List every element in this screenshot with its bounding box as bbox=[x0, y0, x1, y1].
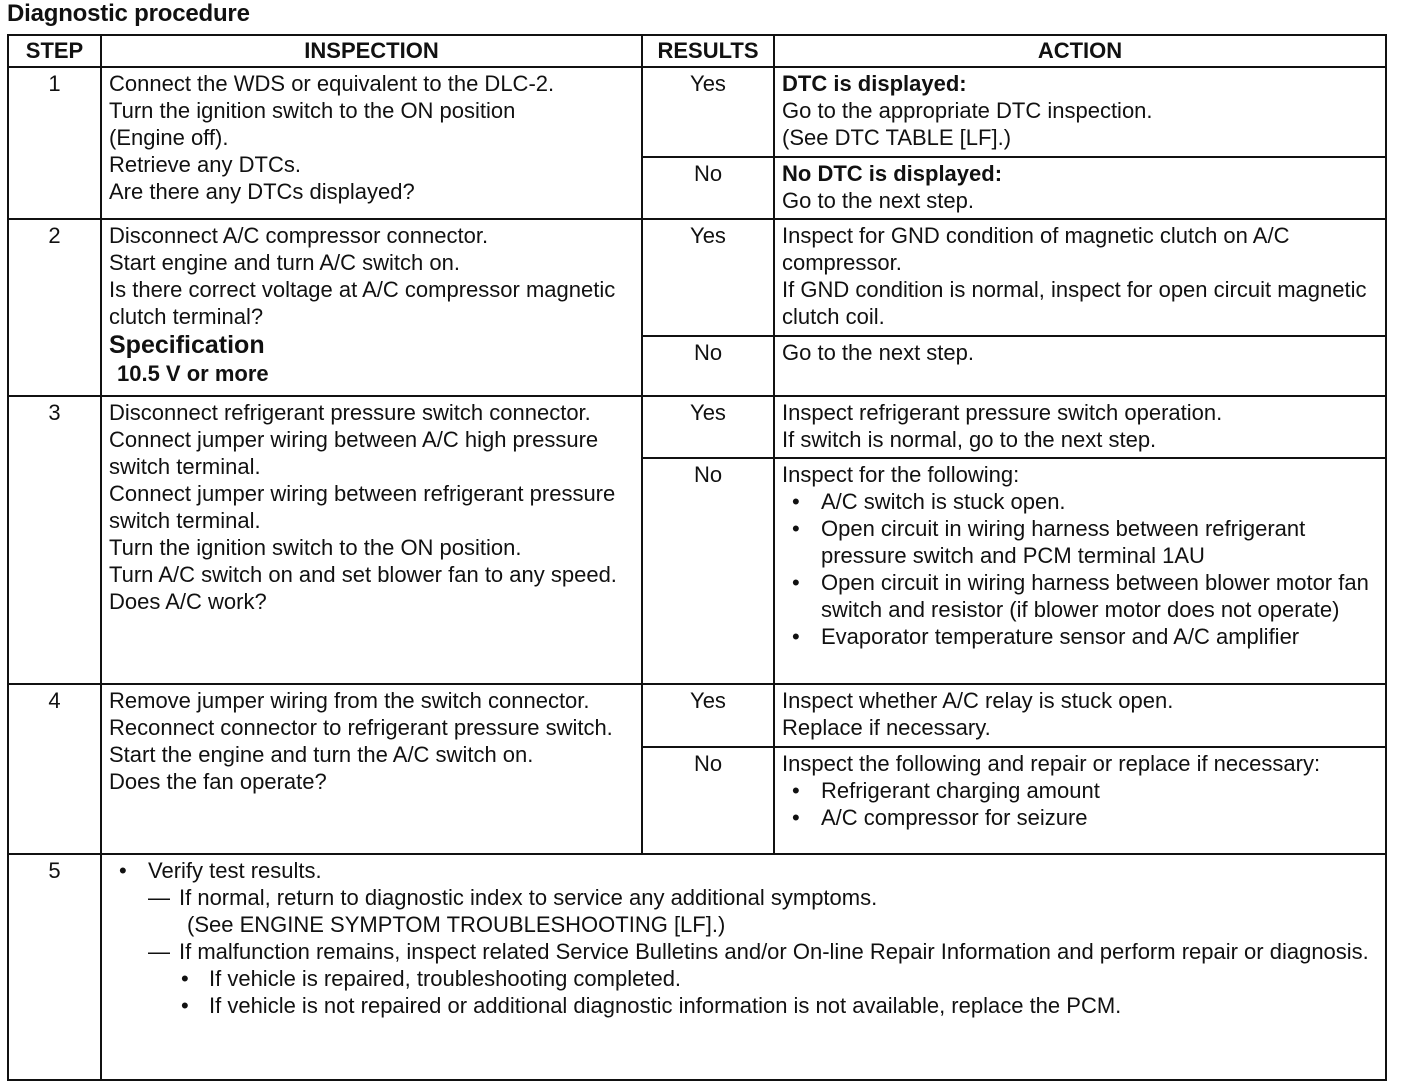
result-yes: Yes bbox=[642, 67, 774, 157]
inspection-line: Disconnect A/C compressor connector. bbox=[109, 223, 489, 248]
list-item: • If vehicle is repaired, troubleshooting completed. bbox=[109, 965, 1378, 992]
inspection-line: Turn A/C switch on and set blower fan to any speed. bbox=[109, 562, 617, 587]
result-no: No bbox=[642, 336, 774, 396]
step-1-inspection bbox=[101, 67, 642, 219]
step-number: 2 bbox=[8, 219, 101, 396]
result-no: No bbox=[642, 747, 774, 854]
inspection-line: Does A/C work? bbox=[109, 589, 267, 614]
action-line: If GND condition is normal, inspect for open circuit magnetic clutch coil. bbox=[782, 277, 1373, 329]
inspection-line: Start the engine and turn the A/C switch on. bbox=[109, 742, 534, 767]
action-line: Inspect for GND condition of magnetic clutch on A/C compressor. bbox=[782, 223, 1296, 275]
action-line: If switch is normal, go to the next step. bbox=[782, 427, 1157, 452]
action-line: Go to the next step. bbox=[782, 340, 975, 365]
step-2-action-yes bbox=[774, 219, 1386, 336]
header-results: RESULTS bbox=[642, 35, 774, 67]
action-line: Inspect whether A/C relay is stuck open. bbox=[782, 688, 1174, 713]
page-title: Diagnostic procedure bbox=[7, 0, 250, 27]
inspection-line: (Engine off). bbox=[109, 125, 229, 150]
header-action: ACTION bbox=[774, 35, 1386, 67]
step-3-action-no bbox=[774, 458, 1386, 684]
header-step: STEP bbox=[8, 35, 101, 67]
specification-heading: Specification bbox=[109, 331, 265, 359]
step-number: 5 bbox=[8, 854, 101, 1080]
action-bullet-list bbox=[782, 488, 1378, 650]
result-no: No bbox=[642, 458, 774, 684]
action-heading: DTC is displayed: bbox=[782, 71, 967, 96]
result-yes: Yes bbox=[642, 219, 774, 336]
result-yes: Yes bbox=[642, 684, 774, 747]
step-number: 3 bbox=[8, 396, 101, 684]
action-line: Go to the appropriate DTC inspection. bbox=[782, 98, 1153, 123]
inspection-line: Does the fan operate? bbox=[109, 769, 327, 794]
step-4-action-yes bbox=[774, 684, 1386, 747]
inspection-line: Disconnect refrigerant pressure switch connector. bbox=[109, 400, 591, 425]
inspection-line: Remove jumper wiring from the switch connector. bbox=[109, 688, 590, 713]
list-item: • Refrigerant charging amount bbox=[782, 777, 1383, 804]
inspection-line: Connect the WDS or equivalent to the DLC-2. bbox=[109, 71, 555, 96]
step-3-action-yes bbox=[774, 396, 1386, 458]
list-item: • Open circuit in wiring harness between refrigerant pressure switch and PCM terminal 1AU bbox=[782, 515, 1378, 569]
list-item: • If vehicle is not repaired or additional diagnostic information is not available, replace the PCM. bbox=[109, 992, 1378, 1019]
step-3-yes-row bbox=[8, 396, 1386, 458]
list-item: • Open circuit in wiring harness between blower motor fan switch and resistor (if blower motor does not operate) bbox=[782, 569, 1378, 623]
inspection-line: Start engine and turn A/C switch on. bbox=[109, 250, 460, 275]
inspection-line: Retrieve any DTCs. bbox=[109, 152, 301, 177]
action-line: Go to the next step. bbox=[782, 188, 975, 213]
list-item: • Evaporator temperature sensor and A/C amplifier bbox=[782, 623, 1378, 650]
step-2-inspection bbox=[101, 219, 642, 396]
header-row bbox=[8, 35, 1386, 67]
malfunction-text: — If malfunction remains, inspect related Service Bulletins and/or On-line Repair Information and perform repair or diagnosis. bbox=[109, 938, 1378, 965]
step-number: 4 bbox=[8, 684, 101, 854]
action-line: (See DTC TABLE [LF].) bbox=[782, 125, 1012, 150]
action-heading: No DTC is displayed: bbox=[782, 161, 1003, 186]
normal-text: — If normal, return to diagnostic index to service any additional symptoms. bbox=[109, 884, 1378, 911]
step-4-action-no bbox=[774, 747, 1386, 854]
action-line: Replace if necessary. bbox=[782, 715, 991, 740]
inspection-line: Connect jumper wiring between A/C high pressure switch terminal. bbox=[109, 427, 605, 479]
inspection-line: Turn the ignition switch to the ON position. bbox=[109, 535, 522, 560]
specification-value: 10.5 V or more bbox=[117, 361, 269, 386]
step-1-action-yes bbox=[774, 67, 1386, 157]
step-2-action-no bbox=[774, 336, 1386, 396]
step-5-content bbox=[101, 854, 1386, 1080]
step-2-yes-row bbox=[8, 219, 1386, 336]
inspection-line: Reconnect connector to refrigerant pressure switch. bbox=[109, 715, 613, 740]
diagnostic-table bbox=[7, 34, 1387, 1081]
result-yes: Yes bbox=[642, 396, 774, 458]
list-item: • A/C compressor for seizure bbox=[782, 804, 1383, 831]
step-1-yes-row bbox=[8, 67, 1386, 157]
step-3-inspection bbox=[101, 396, 642, 684]
verify-text: • Verify test results. bbox=[109, 857, 1378, 884]
step-1-action-no bbox=[774, 157, 1386, 219]
inspection-line: Is there correct voltage at A/C compressor magnetic clutch terminal? bbox=[109, 277, 622, 329]
list-item: • A/C switch is stuck open. bbox=[782, 488, 1378, 515]
inspection-line: Turn the ignition switch to the ON position bbox=[109, 98, 516, 123]
step-4-inspection bbox=[101, 684, 642, 854]
inspection-line: Connect jumper wiring between refrigerant pressure switch terminal. bbox=[109, 481, 622, 533]
header-inspection: INSPECTION bbox=[101, 35, 642, 67]
result-no: No bbox=[642, 157, 774, 219]
action-line: Inspect refrigerant pressure switch operation. bbox=[782, 400, 1223, 425]
step-4-yes-row bbox=[8, 684, 1386, 747]
step-number: 1 bbox=[8, 67, 101, 219]
action-line: Inspect for the following: bbox=[782, 462, 1020, 487]
normal-see-text: (See ENGINE SYMPTOM TROUBLESHOOTING [LF].) bbox=[187, 912, 726, 937]
action-line: Inspect the following and repair or replace if necessary: bbox=[782, 751, 1321, 776]
step-5-row bbox=[8, 854, 1386, 1080]
action-bullet-list bbox=[782, 777, 1383, 831]
inspection-line: Are there any DTCs displayed? bbox=[109, 179, 415, 204]
